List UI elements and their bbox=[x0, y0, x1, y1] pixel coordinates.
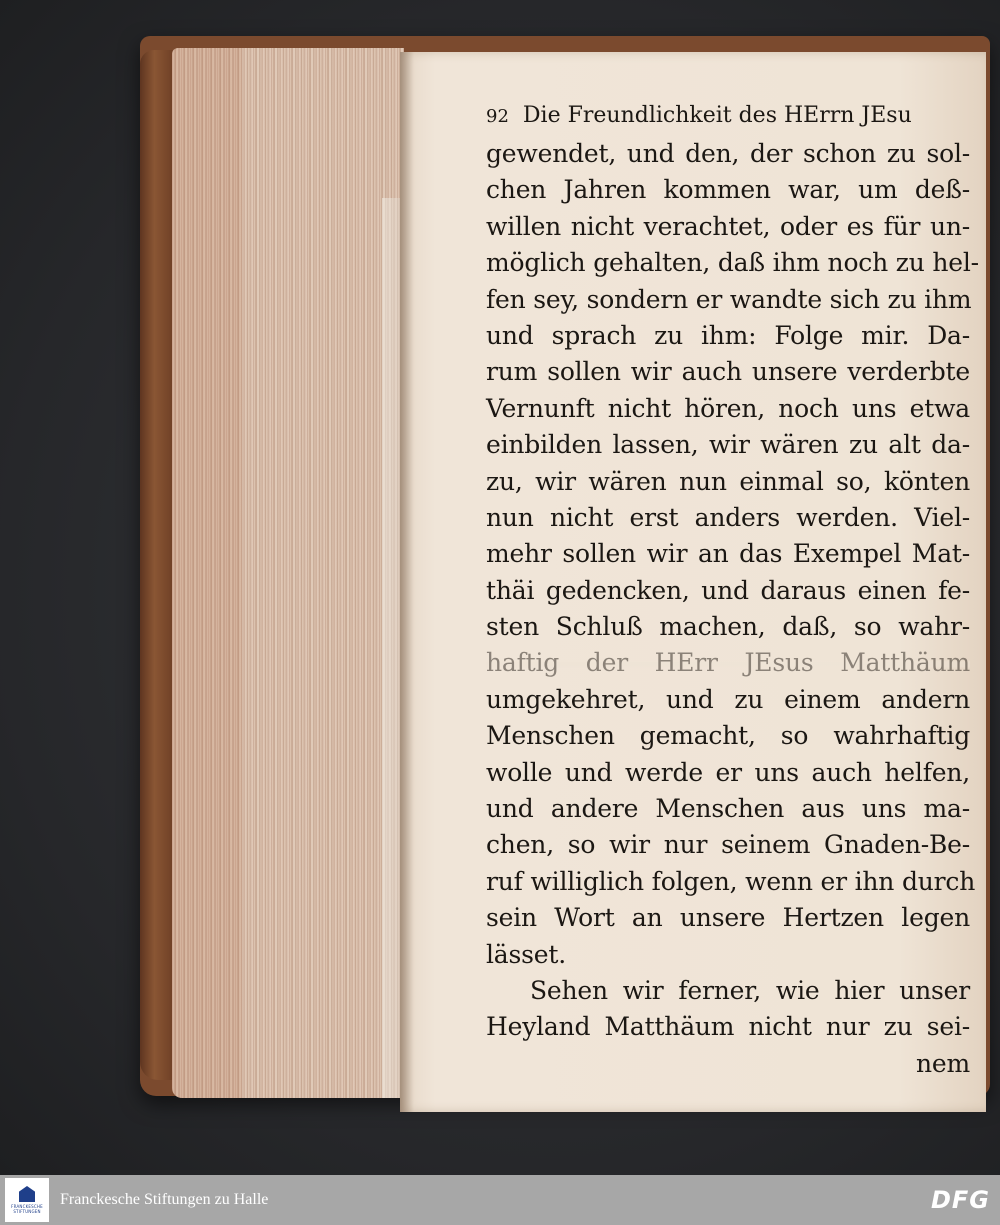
text-line: Vernunft nicht hören, noch uns etwa bbox=[486, 393, 970, 423]
text-line: und andere Menschen aus uns ma- bbox=[486, 794, 970, 824]
page-gutter-shadow bbox=[400, 52, 414, 1112]
text-line-faded: haftig der HErr JEsus Matthäum bbox=[486, 645, 970, 681]
text-line: chen Jahren kommen war, um deß- bbox=[486, 175, 970, 205]
text-line: Heyland Matthäum nicht nur zu sei- bbox=[486, 1012, 970, 1042]
book-spine bbox=[140, 50, 176, 1080]
building-icon bbox=[19, 1186, 35, 1202]
text-line: Menschen gemacht, so wahrhaftig bbox=[486, 721, 970, 751]
text-line: sein Wort an unsere Hertzen legen bbox=[486, 903, 970, 933]
page-text-block bbox=[486, 96, 979, 1082]
text-line: rum sollen wir auch unsere verderbte bbox=[486, 357, 970, 387]
text-line: willen nicht verachtet, oder es für un- bbox=[486, 211, 970, 241]
logo-caption: FRANCKESCHE STIFTUNGEN bbox=[11, 1204, 43, 1214]
text-line: möglich gehalten, daß ihm noch zu hel- bbox=[486, 248, 979, 278]
text-line: gewendet, und den, der schon zu sol- bbox=[486, 139, 970, 168]
dfg-logo[interactable]: DFG bbox=[930, 1186, 990, 1214]
text-line: umgekehret, und zu einem andern bbox=[486, 684, 970, 714]
text-line: sten Schluß machen, daß, so wahr- bbox=[486, 612, 970, 642]
text-line: nun nicht erst anders werden. Viel- bbox=[486, 502, 970, 532]
text-line: wolle und werde er uns auch helfen, bbox=[486, 757, 970, 787]
footer-banner bbox=[0, 1175, 1000, 1225]
catchword: nem bbox=[915, 1048, 970, 1078]
text-line: einbilden lassen, wir wären zu alt da- bbox=[486, 430, 970, 460]
text-line: und sprach zu ihm: Folge mir. Da- bbox=[486, 320, 970, 350]
institution-name[interactable]: Franckesche Stiftungen zu Halle bbox=[60, 1191, 269, 1208]
running-head bbox=[486, 96, 970, 136]
text-line: ruf williglich folgen, wenn er ihn durch bbox=[486, 866, 976, 896]
text-line: mehr sollen wir an das Exempel Mat- bbox=[486, 539, 970, 569]
page-number: 92 bbox=[486, 106, 509, 127]
text-line: Sehen wir ferner, wie hier unser bbox=[530, 975, 970, 1005]
institution-logo[interactable] bbox=[5, 1178, 49, 1222]
text-line: fen sey, sondern er wandte sich zu ihm bbox=[486, 284, 972, 314]
text-line: chen, so wir nur seinem Gnaden-Be- bbox=[486, 830, 970, 860]
running-head-title: Die Freundlichkeit des HErrn JEsu bbox=[522, 103, 912, 128]
text-line: zu, wir wären nun einmal so, könten bbox=[486, 466, 970, 496]
torn-page-edge bbox=[382, 198, 402, 1098]
text-line: thäi gedencken, und daraus einen fe- bbox=[486, 575, 970, 605]
page-stack-edges bbox=[172, 48, 404, 1098]
text-line: lässet. bbox=[486, 939, 566, 969]
